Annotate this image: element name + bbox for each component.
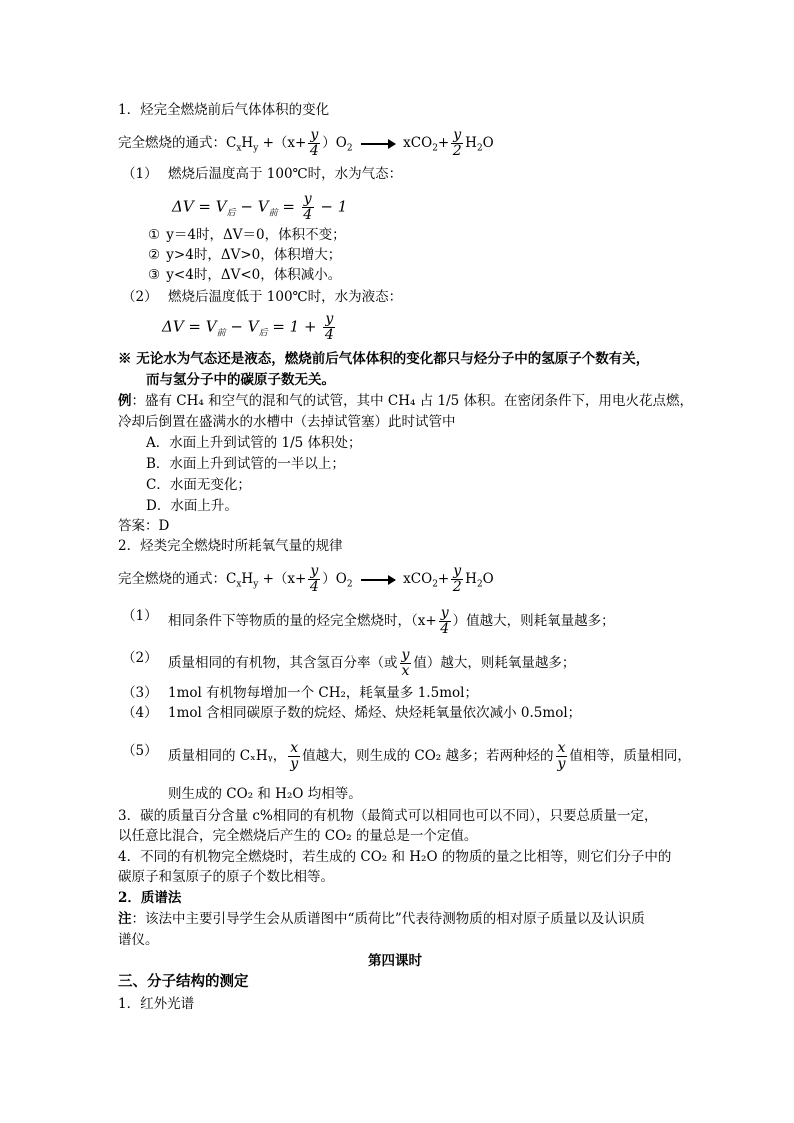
answer: 答案：D: [118, 518, 170, 534]
rule-1-text: 相同条件下等物质的量的烃完全燃烧时，（x+ $\frac{y}{4}$ ）值越大，则耗氧量越多；: [168, 605, 615, 637]
fraction-y-over-4: $\frac{y}{4}$: [309, 127, 319, 159]
delta-v-formula-1: $\Delta V = V_后 - V_前$ = $\frac{y}{4}$ − 1: [172, 191, 348, 223]
combustion-equation-1: [118, 128, 494, 159]
fraction-x-over-y-b: $\frac{x}{y}$: [557, 740, 566, 772]
infrared-heading: 1．红外光谱: [118, 996, 195, 1012]
key-note-line-1: ※ 无论水为气态还是液态，燃烧前后气体体积的变化都只与烃分子中的氢原子个数有关，: [118, 351, 650, 367]
list-item: ② y>4时，ΔV>0，体积增大；: [148, 247, 342, 263]
point-4-line-2: 碳原子和氢原子的原子个数比相等。: [118, 869, 334, 885]
list-item: ③ y<4时，ΔV<0，体积减小。: [148, 267, 342, 283]
rule-5-line-2: 则生成的 CO₂ 和 H₂O 均相等。: [168, 786, 362, 802]
rule-3-text: 1mol 有机物每增加一个 CH₂，耗氧量多 1.5mol；: [168, 685, 478, 701]
rule-3-label: （3）: [122, 685, 158, 701]
fraction-y-over-4-c: $\frac{y}{4}$: [324, 311, 334, 343]
case-1-label: （1）: [122, 166, 158, 182]
rule-5-label: （5）: [122, 743, 158, 759]
eq-plus: +: [437, 135, 450, 151]
mass-spec-heading: 2．质谱法: [118, 890, 182, 906]
eq-h2o-sub: 2: [476, 143, 483, 154]
section-2-title: 2．烃类完全燃烧时所耗氧气量的规律: [118, 538, 343, 554]
section-1-title: 1．烃完全燃烧前后气体体积的变化: [118, 102, 330, 118]
note-line-1: 注：该法中主要引导学生会从质谱图中“质荷比”代表待测物质的相对原子质量以及认识质: [118, 911, 645, 927]
eq-h: H: [241, 135, 254, 151]
eq-h2o-h: H: [465, 135, 477, 151]
eq-co2: xCO: [403, 135, 433, 151]
example-line-1: 例：盛有 CH₄ 和空气的混和气的试管，其中 CH₄ 占 1/5 体积。在密闭条件下，用电火花点燃，: [118, 393, 694, 409]
reaction-arrow-icon: [361, 143, 395, 145]
note-line-2: 谱仪。: [118, 932, 159, 948]
option-b: B．水面上升到试管的一半以上；: [146, 456, 345, 472]
rule-5-text: 质量相同的 CₓHᵧ， $\frac{x}{y}$ 值越大，则生成的 CO₂ 越多；若两种烃的 $\frac{x}{y}$ 值相等，质量相同，: [168, 740, 691, 772]
case-1-text: 燃烧后温度高于 100℃时，水为气态：: [168, 166, 403, 182]
eq-prefix: 完全燃烧的通式：C: [118, 135, 237, 151]
point-4-line-1: 4．不同的有机物完全燃烧时，若生成的 CO₂ 和 H₂O 的物质的量之比相等，则它们分子中的: [118, 849, 672, 865]
point-3-line-1: 3．碳的质量百分含量 c%相同的有机物（最简式可以相同也可以不同），只要总质量一定，: [118, 808, 658, 824]
rule-2-text: 质量相同的有机物，其含氢百分率（或 $\frac{y}{x}$ 值）越大，则耗氧量越多；: [168, 647, 576, 679]
fraction-y-over-4-b: $\frac{y}{4}$: [303, 191, 313, 223]
eq-h2o-o: O: [482, 135, 494, 151]
list-item: ① y＝4时，ΔV＝0，体积不变；: [148, 227, 346, 243]
fraction-y-over-4-e: $\frac{y}{4}$: [440, 605, 450, 637]
eq-mid: +（x+: [262, 135, 307, 151]
rule-1-label: （1）: [122, 608, 158, 624]
eq-after-frac: ）O: [322, 135, 347, 151]
structure-heading: 三、分子结构的测定: [118, 973, 249, 990]
key-note-line-2: 而与氢分子中的碳原子数无关。: [146, 372, 335, 388]
reaction-arrow-icon: [361, 579, 395, 581]
point-3-line-2: 以任意比混合，完全燃烧后产生的 CO₂ 的量总是一个定值。: [118, 828, 478, 844]
rule-4-label: （4）: [122, 705, 158, 721]
combustion-equation-2: 完全燃烧的通式：$C_xH_y +(x+$ $\frac{y}{4}$ ）$O_2$ xCO$_2$+ $\frac{y}{2}$ $H_2O$: [118, 563, 494, 595]
example-line-2: 冷却后倒置在盛满水的水槽中（去掉试管塞）此时试管中: [118, 414, 456, 430]
lesson-title: 第四课时: [368, 953, 422, 969]
eq-x-sub: x: [236, 143, 242, 154]
delta-v-formula-2: $\Delta V = V_前 - V_后 = 1$ + $\frac{y}{4}$: [162, 311, 334, 343]
fraction-y-over-2: $\frac{y}{2}$: [452, 127, 462, 159]
case-2-label: （2）: [122, 289, 158, 305]
fraction-y-over-4-d: $\frac{y}{4}$: [309, 563, 319, 595]
option-c: C．水面无变化；: [146, 477, 251, 493]
eq-o2-sub: 2: [346, 143, 353, 154]
fraction-y-over-2-b: $\frac{y}{2}$: [452, 563, 462, 595]
fraction-y-over-x: $\frac{y}{x}$: [401, 647, 410, 679]
rule-2-label: （2）: [122, 650, 158, 666]
option-d: D．水面上升。: [146, 498, 238, 514]
case-2-text: 燃烧后温度低于 100℃时，水为液态：: [168, 289, 403, 305]
option-a: A．水面上升到试管的 1/5 体积处；: [146, 435, 362, 451]
fraction-x-over-y: $\frac{x}{y}$: [290, 740, 299, 772]
rule-4-text: 1mol 含相同碳原子数的烷烃、烯烃、炔烃耗氧量依次减小 0.5mol；: [168, 705, 582, 721]
eq-co2-sub: 2: [432, 143, 438, 154]
eq-y-sub: y: [253, 143, 259, 154]
